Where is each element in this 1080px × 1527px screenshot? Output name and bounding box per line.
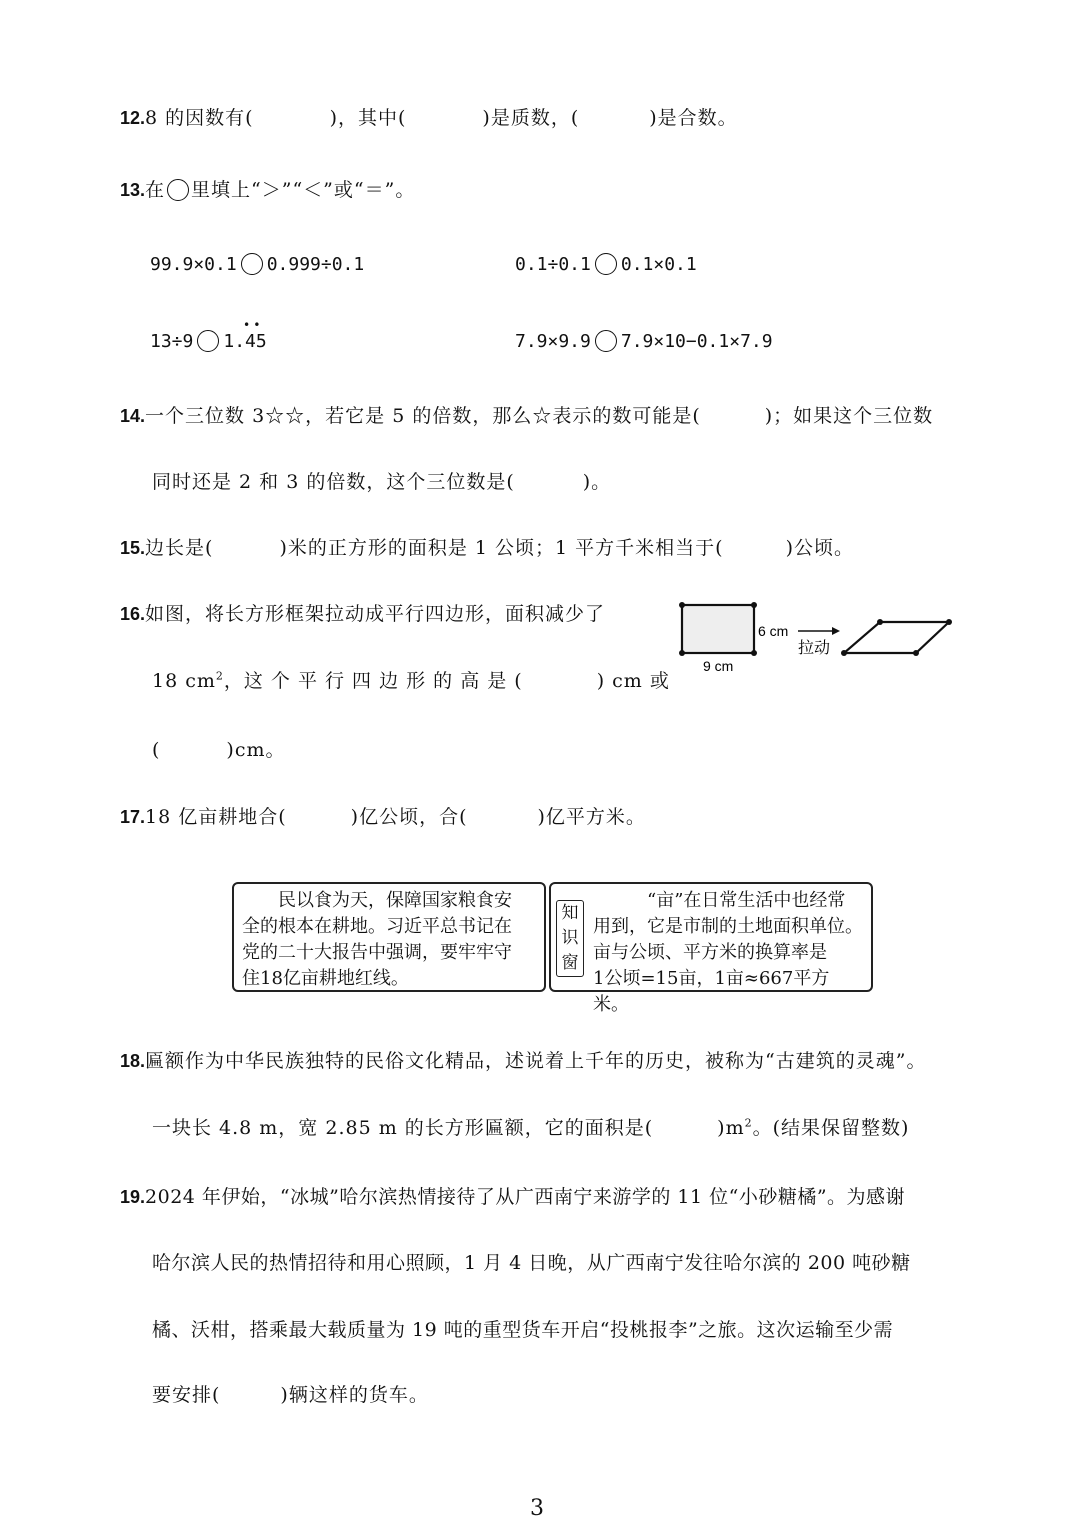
vertex-dot (679, 602, 685, 608)
vertex-dot (877, 619, 883, 625)
q16-line2-c: ) cm 或 (596, 670, 670, 692)
q17-text-a: 18 亿亩耕地合( (145, 806, 287, 828)
info-box-farmland (232, 882, 546, 992)
rectangle-to-parallelogram-figure (670, 595, 960, 680)
question-number: 13. (120, 180, 146, 200)
question-15 (120, 533, 854, 560)
superscript: 2 (744, 1116, 753, 1130)
label-char: 知 (561, 903, 579, 923)
question-16-line3 (152, 735, 286, 762)
q19-line4-a: 要安排( (152, 1384, 221, 1406)
q12-text-c: )是质数，( (482, 107, 580, 129)
label-char: 识 (561, 928, 579, 948)
repeating-decimal: •• 45 (245, 331, 267, 352)
expr-left: 0.1÷0.1 (515, 254, 591, 275)
q16-line3-b: )cm。 (226, 739, 286, 761)
question-19-line4 (152, 1380, 429, 1407)
compare-1 (150, 253, 364, 275)
superscript: 2 (215, 669, 224, 683)
q15-text-a: 边长是( (145, 537, 214, 559)
q16-line3-a: ( (152, 739, 161, 761)
question-12 (120, 103, 738, 130)
question-number: 18. (120, 1051, 146, 1071)
width-label: 9 cm (703, 658, 734, 674)
expr-right: 0.999÷0.1 (266, 254, 365, 275)
label-char: 窗 (561, 953, 579, 973)
knowledge-window-box (549, 882, 873, 1015)
question-number: 14. (120, 406, 146, 426)
question-number: 16. (120, 604, 146, 624)
q18-line2-a: 一块长 4.8 m，宽 2.85 m 的长方形匾额，它的面积是( (152, 1117, 654, 1139)
box1-line: 住18亿亩耕地红线。 (242, 968, 409, 989)
compare-circle[interactable] (595, 330, 617, 352)
expr-right: 1. (223, 331, 246, 352)
expr-left: 13÷9 (150, 331, 194, 352)
vertex-dot (913, 650, 919, 656)
question-number: 15. (120, 538, 146, 558)
q14-line1-b: )；如果这个三位数 (764, 405, 934, 427)
arrow-label: 拉动 (798, 638, 831, 657)
q13-text-a: 在 (145, 179, 166, 201)
q16-line1: 如图，将长方形框架拉动成平行四边形，面积减少了 (145, 603, 606, 625)
vertex-dot (751, 650, 757, 656)
box1-line: 全的根本在耕地。习近平总书记在 (242, 916, 512, 937)
q19-line4-b: )辆这样的货车。 (280, 1384, 429, 1406)
question-16-line2 (152, 666, 670, 693)
vertex-dot (679, 650, 685, 656)
question-18-line2 (152, 1113, 909, 1140)
question-18 (120, 1046, 926, 1073)
question-13 (120, 175, 415, 202)
box2-line: 1公顷=15亩，1亩≈667平方米。 (593, 968, 830, 1015)
height-label: 6 cm (758, 623, 789, 639)
q14-line2-b: )。 (582, 471, 612, 493)
q15-text-c: )公顷。 (785, 537, 854, 559)
q12-text-d: )是合数。 (649, 107, 738, 129)
compare-4 (515, 330, 773, 352)
vertex-dot (751, 602, 757, 608)
expr-left: 99.9×0.1 (150, 254, 237, 275)
vertex-dot (946, 619, 952, 625)
vertex-dot (841, 650, 847, 656)
question-16 (120, 599, 605, 626)
q16-line2-b: ，这 个 平 行 四 边 形 的 高 是 ( (223, 670, 523, 692)
question-14 (120, 401, 933, 428)
q18-line2-c: 。(结果保留整数) (752, 1117, 910, 1139)
q19-line1: 2024 年伊始，“冰城”哈尔滨热情接待了从广西南宁来游学的 11 位“小砂糖橘”。为感谢 (145, 1186, 906, 1208)
question-19-line2: 哈尔滨人民的热情招待和用心照顾，1 月 4 日晚，从广西南宁发往哈尔滨的 200 吨砂糖 (152, 1252, 911, 1274)
box2-line: “亩”在日常生活中也经常 (647, 890, 846, 911)
q17-text-b: )亿公顷，合( (350, 806, 468, 828)
parallelogram-shape (844, 622, 949, 653)
question-number: 12. (120, 108, 146, 128)
expr-right: 0.1×0.1 (620, 254, 697, 275)
compare-2 (515, 253, 697, 275)
box1-line: 党的二十大报告中强调，要牢牢守 (242, 942, 512, 963)
question-17 (120, 802, 646, 829)
q18-line2-b: )m (717, 1117, 745, 1139)
knowledge-window-label (556, 900, 584, 977)
compare-circle[interactable] (197, 330, 219, 352)
circle-icon (167, 179, 189, 201)
q15-text-b: )米的正方形的面积是 1 公顷；1 平方千米相当于( (279, 537, 724, 559)
compare-3 (150, 330, 267, 352)
box1-line: 民以食为天，保障国家粮食安 (278, 890, 512, 911)
box2-line: 用到，它是市制的土地面积单位。 (593, 916, 863, 937)
q17-text-c: )亿平方米。 (537, 806, 646, 828)
q14-line2-a: 同时还是 2 和 3 的倍数，这个三位数是( (152, 471, 515, 493)
expr-left: 7.9×9.9 (515, 331, 591, 352)
q16-line2-a: 18 cm (152, 670, 216, 692)
q14-line1-a: 一个三位数 3☆☆，若它是 5 的倍数，那么☆表示的数可能是( (145, 405, 701, 427)
q12-text-a: 8 的因数有( (145, 107, 254, 129)
q12-text-b: )，其中( (329, 107, 407, 129)
q13-text-b: 里填上“＞”“＜”或“＝”。 (191, 179, 416, 201)
question-14-line2 (152, 467, 611, 494)
question-19 (120, 1182, 905, 1209)
compare-circle[interactable] (595, 253, 617, 275)
compare-circle[interactable] (241, 253, 263, 275)
expr-right: 7.9×10−0.1×7.9 (620, 331, 773, 352)
arrow-head-icon (832, 627, 840, 635)
question-number: 17. (120, 807, 146, 827)
page-number: 3 (530, 1496, 544, 1521)
question-19-line3: 橘、沃柑，搭乘最大载质量为 19 吨的重型货车开启“投桃报李”之旅。这次运输至少需 (152, 1319, 894, 1341)
box2-line: 亩与公顷、平方米的换算率是 (593, 942, 827, 963)
rectangle-shape (682, 605, 754, 653)
question-number: 19. (120, 1187, 146, 1207)
q18-line1: 匾额作为中华民族独特的民俗文化精品，述说着上千年的历史，被称为“古建筑的灵魂”。 (145, 1050, 927, 1072)
